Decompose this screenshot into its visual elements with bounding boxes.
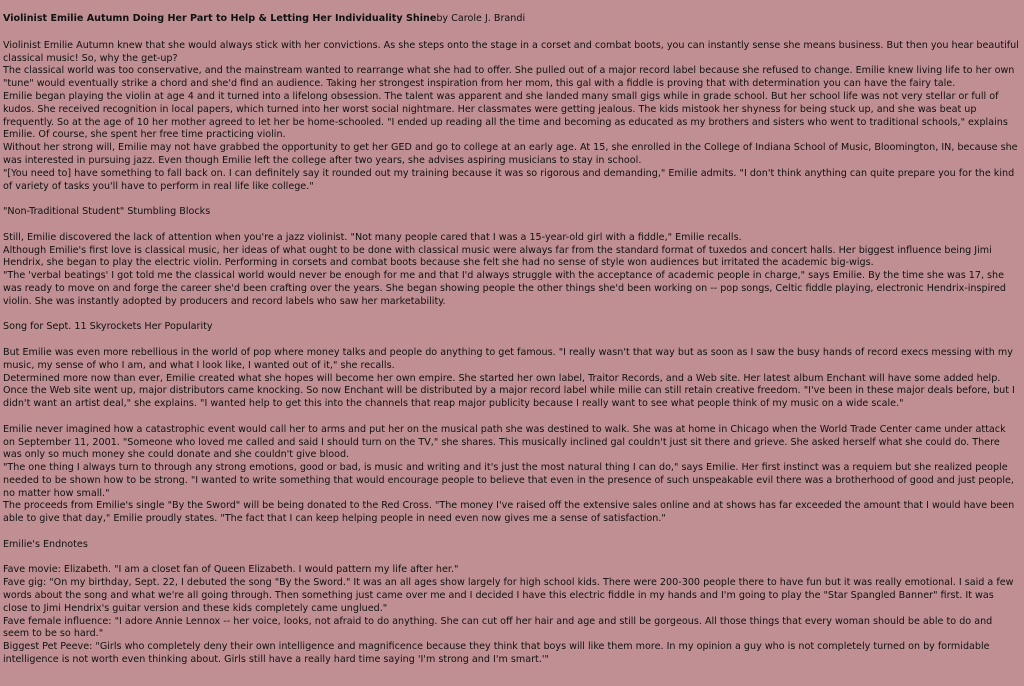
body-paragraph: Although Emilie's first love is classical music, her ideas of what ought to be done with classical music were always far from the standard format of tuxedos and concert halls. Her biggest influence being Jimi Hendrix, she began to play the electric violin. Performing in corsets and combat boots because she felt she had no sense of style won audiences but irritated the academic big-wigs. bbox=[3, 244, 992, 269]
intro-paragraph: "[You need to] have something to fall back on. I can definitely say it rounded out my training because it was so rigorous and demanding," Emilie admits. "I don't think anything can quite prepare you for the kind of variety of tasks you'll have to perform in real life like college." bbox=[3, 167, 1015, 192]
spacer bbox=[3, 193, 1020, 206]
article-header bbox=[3, 13, 1020, 26]
endnote-item: Fave gig: "On my birthday, Sept. 22, I debuted the song "By the Sword." It was an all ages show largely for high school kids. There were 200-300 people there to have fun but it was really emotional. I said a few words about the song and what we're all going through. Then something just came over me and I decided I have this electric fiddle in my hands and I'm going to play the "Star Spangled Banner" first. It was close to Jimi Hendrix's guitar version and these kids completely came unglued." bbox=[3, 577, 1014, 614]
body-paragraph: "The 'verbal beatings' I got told me the classical world would never be enough for me and that I'd always struggle with the acceptance of academic people in charge," says Emilie. By the time she was 17, she was ready to move on and forge the career she'd been crafting over the years. She began showing people the other things she'd been working on -- pop songs, Celtic fiddle playing, electronic Hendrix-inspired violin. She was instantly adopted by producers and record labels who saw her marketability. bbox=[3, 270, 1006, 307]
body-paragraph: The proceeds from Emilie's single "By the Sword" will be being donated to the Red Cross. "The money I've raised off the extensive sales online and at shows has far exceeded the amount that I would have been able to give that day," Emilie proudly states. "The fact that I can keep helping people in need even now gives me a sense of satisfaction." bbox=[3, 500, 1015, 525]
spacer bbox=[3, 309, 1020, 322]
body-paragraph: Emilie never imagined how a catastrophic event would call her to arms and put her on the musical path she was destined to walk. She was at home in Chicago when the World Trade Center came under attack on September 11, 2001. "Someone who loved me called and said I should turn on the TV," she shares. This musically inclined gal couldn't just sit there and grieve. She asked herself what she could do. There was only so much money she could donate and she couldn't give blood. bbox=[3, 423, 1006, 461]
body-paragraph: Still, Emilie discovered the lack of attention when you're a jazz violinist. "Not many people cared that I was a 15-year-old girl with a fiddle," Emilie recalls. bbox=[3, 231, 742, 243]
spacer bbox=[3, 219, 1020, 232]
intro-paragraph: Violinist Emilie Autumn knew that she would always stick with her convictions. As she steps onto the stage in a corset and combat boots, you can instantly sense she means business. But then you hear beautiful classical music! So, why the get-up? bbox=[3, 39, 1019, 64]
article-title: Violinist Emilie Autumn Doing Her Part to Help & Letting Her Individuality Shine bbox=[3, 13, 437, 24]
intro-paragraph: Without her strong will, Emilie may not have grabbed the opportunity to get her GED and go to college at an early age. At 15, she enrolled in the College of Indiana School of Music, Bloomington, IN, because she was interested in pursuing jazz. Even though Emilie left the college after two years, she advises aspiring musicians to stay in school. bbox=[3, 142, 1018, 166]
spacer bbox=[3, 334, 1020, 347]
endnote-item: Biggest Pet Peeve: "Girls who completely deny their own intelligence and magnificence because they think that boys will like them more. In my opinion a guy who is not completely turned on by formidable intelligence is not worth even thinking about. Girls still have a really hard time saying 'I'm strong and I'm smart.'" bbox=[3, 641, 990, 666]
endnote-item: Fave female influence: "I adore Annie Lennox -- her voice, looks, not afraid to do anything. She can cut off her hair and age and still be gorgeous. All those things that every woman should be able to do and seem to be so hard." bbox=[3, 615, 993, 640]
section-heading: Song for Sept. 11 Skyrockets Her Popularity bbox=[3, 321, 213, 333]
spacer bbox=[3, 411, 1020, 424]
section-heading: "Non-Traditional Student" Stumbling Blocks bbox=[3, 206, 211, 218]
body-paragraph: Determined more now than ever, Emilie created what she hopes will become her own empire. She started her own label, Traitor Records, and a Web site. Her latest album Enchant will have some added help. Once the Web site went up, major distributors came knocking. So now Enchant will be distributed by a major record label while milie can still retain creative freedom. "I've been in these major deals before, but I didn't want an artist deal," she explains. "I wanted help to get this into the channels that reap major publicity because I really want to see what people think of my music on a wide scale." bbox=[3, 372, 1015, 410]
endnote-item: Fave movie: Elizabeth. "I am a closet fan of Queen Elizabeth. I would pattern my life after her." bbox=[3, 564, 459, 576]
spacer bbox=[3, 526, 1020, 539]
section-heading: Emilie's Endnotes bbox=[3, 538, 88, 550]
body-paragraph: But Emilie was even more rebellious in the world of pop where money talks and people do anything to get famous. "I really wasn't that way but as soon as I saw the busy hands of record execs messing with my music, my sense of who I am, and what I look like, I wanted out of it," she recalls. bbox=[3, 346, 1013, 371]
intro-paragraph: The classical world was too conservative, and the mainstream wanted to rearrange what she had to offer. She pulled out of a major record label because she refused to change. Emilie knew living life to her own "tune" would eventually strike a chord and she'd find an audience. Taking her strongest inspiration from her mom, this gal with a fiddle is proving that with determination you can have the fairy tale. bbox=[3, 65, 1015, 90]
spacer bbox=[3, 552, 1020, 565]
intro-paragraph: Emilie began playing the violin at age 4 and it turned into a lifelong obsession. The talent was apparent and she landed many small gigs while in grade school. But her school life was not very stellar or full of kudos. She received recognition in local papers, which turned into her worst social nightmare. Her classmates were getting jealous. The kids mistook her shyness for being stuck up, and she was beat up frequently. So at the age of 10 her mother agreed to let her be home-schooled. "I ended up reading all the time and becoming as educated as my brothers and sisters who went to traditional schools," explains Emilie. Of course, she spent her free time practicing violin. bbox=[3, 90, 1008, 141]
article-byline: by Carole J. Brandi bbox=[436, 13, 526, 24]
body-paragraph: "The one thing I always turn to through any strong emotions, good or bad, is music and writing and it's just the most natural thing I can do," says Emilie. Her first instinct was a requiem but she realized people needed to be shown how to be strong. "I wanted to write something that would encourage people to believe that even in the presence of such unspeakable evil there was a brotherhood of good and just people, no matter how small." bbox=[3, 462, 1014, 499]
